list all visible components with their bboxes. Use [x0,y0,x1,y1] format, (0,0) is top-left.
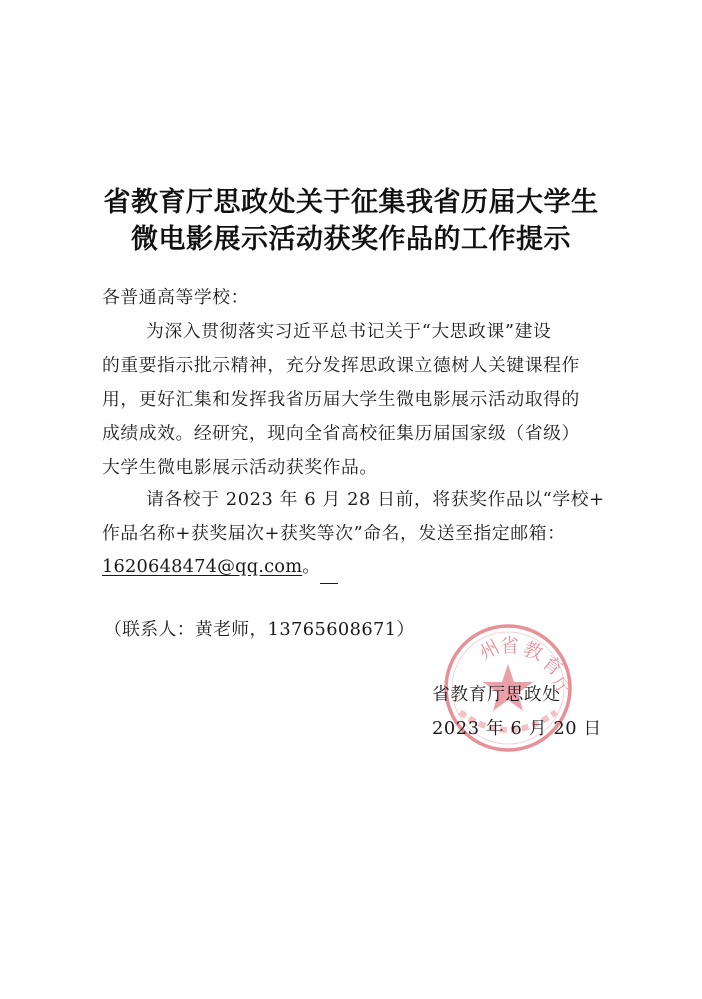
title-line-2: 微电影展示活动获奖作品的工作提示 [131,224,571,255]
salutation [102,281,602,315]
paragraph-2-line: 作品名称+获奖届次+获奖等次”命名，发送至指定邮箱： [102,523,566,544]
paragraph-1 [102,315,602,485]
contact-info: （联系人：黄老师，13765608671） [104,619,415,640]
svg-text:州: 州 [476,636,504,665]
paragraph-1-line: 的重要指示批示精神，充分发挥思政课立德树人关键课程作 [102,355,580,376]
paragraph-2-line: 请各校于 2023 年 6 月 28 日前，将获奖作品以“学校+ [146,489,605,510]
svg-text:教: 教 [520,638,546,666]
paragraph-1-line: 成绩成效。经研究，现向全省高校征集历届国家级（省级） [102,423,580,444]
email-underline-trail [320,561,338,584]
svg-text:厅: 厅 [548,673,574,698]
email-line [102,550,338,584]
paragraph-1-line: 为深入贯彻落实习近平总书记关于“大思政课”建设 [146,321,552,342]
signature-date: 2023 年 6 月 20 日 [432,718,602,739]
paragraph-2 [102,483,605,551]
signature-block [432,678,602,746]
title-line-1: 省教育厅思政处关于征集我省历届大学生 [103,187,599,218]
document-title [0,184,702,258]
salutation-text: 各普通高等学校： [102,287,250,308]
email-link[interactable]: 1620648474@qq.com [102,556,303,577]
paragraph-1-line: 大学生微电影展示活动获奖作品。 [102,457,378,478]
signature-organization: 省教育厅思政处 [432,684,561,705]
paragraph-1-line: 用，更好汇集和发挥我省历届大学生微电影展示活动取得的 [102,389,580,410]
svg-text:育: 育 [537,651,567,681]
email-suffix: 。 [302,556,321,577]
svg-text:省: 省 [500,635,520,657]
